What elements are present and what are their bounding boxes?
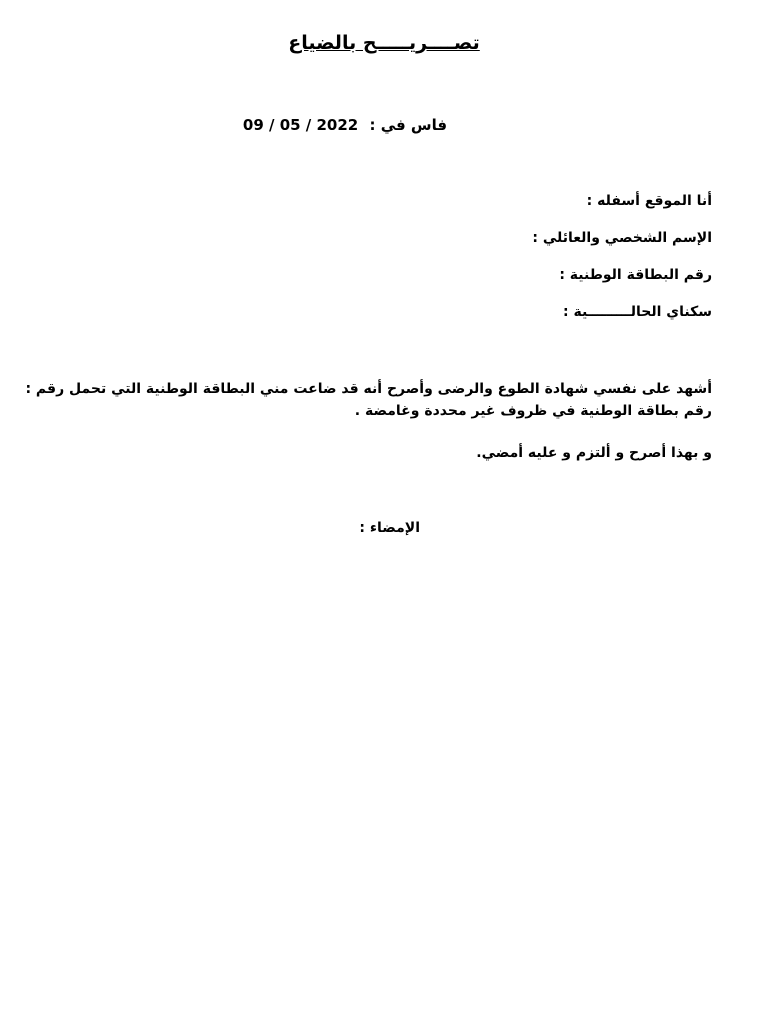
field-address: سكناي الحالـــــــــية : bbox=[563, 304, 712, 320]
statement-line-2: رقم بطاقة الوطنية في ظروف غير محددة وغامضة . bbox=[354, 403, 712, 419]
statement-paragraph bbox=[12, 378, 712, 422]
commitment-line: و بهذا أصرح و ألتزم و عليه أمضي. bbox=[476, 445, 712, 461]
statement-line-1: أشهد على نفسي شهادة الطوع والرضى وأصرح أنه قد ضاعت مني البطاقة الوطنية التي تحمل رقم : bbox=[25, 381, 712, 397]
field-signatory: أنا الموقع أسفله : bbox=[586, 193, 712, 209]
date-value: 09 / 05 / 2022 bbox=[242, 116, 359, 134]
place-date-line bbox=[200, 116, 490, 134]
place-date-label: فاس في : bbox=[369, 116, 448, 134]
field-national-id: رقم البطاقة الوطنية : bbox=[559, 267, 712, 283]
field-full-name: الإسم الشخصي والعائلي : bbox=[532, 230, 712, 246]
document-title: تصــــريـــــح بالضياع bbox=[288, 32, 480, 54]
signature-label: الإمضاء : bbox=[359, 520, 420, 536]
